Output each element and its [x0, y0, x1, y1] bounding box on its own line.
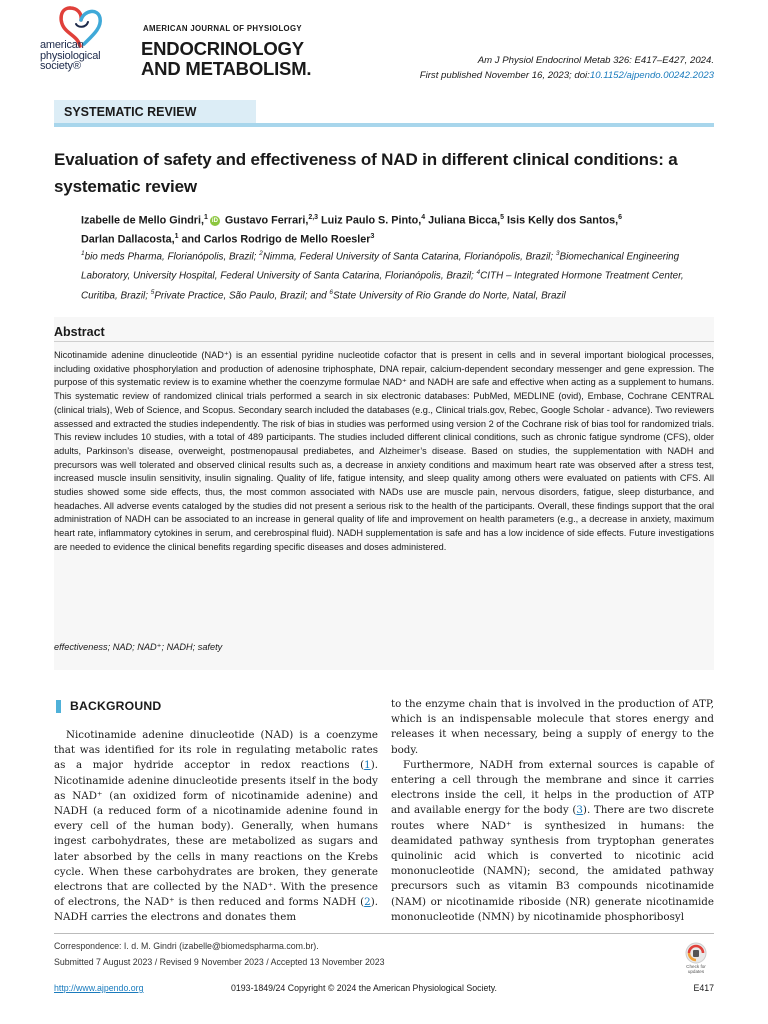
- journal-title: [141, 39, 311, 79]
- author-affiliation-marker: 1: [204, 214, 208, 221]
- doi-link[interactable]: 10.1152/ajpendo.00242.2023: [589, 70, 714, 81]
- body-text: ). There are two discrete routes where NAD⁺ is synthesized in humans: the deamidated pathway synthesis from tryptophan generates quinolinic acid which is converted to nicotinic acid mononucleotide (NAMN); second, the amidated pathway precursors such as vitamin B3 compounds nicotinamide (NAM) or nicotinamide riboside (NR) generate nicotinamide mononucleotide (NMN) by nicotinamide phosphoribosyl: [391, 804, 714, 923]
- orcid-icon[interactable]: iD: [211, 217, 218, 224]
- affiliation-text: Biomechanical Engineering Laboratory, University Hospital, Federal University of Santa Catarina, Florianópolis, Brazil;: [81, 251, 680, 282]
- author-affiliation-marker: 1: [174, 232, 179, 240]
- citation-link[interactable]: 3: [576, 804, 583, 817]
- correspondence: Correspondence: I. d. M. Gindri (izabelle@biomedspharma.com.br).: [54, 941, 319, 951]
- society-name-line: american: [40, 39, 84, 51]
- citation-line: Am J Physiol Endocrinol Metab 326: E417–E427, 2024.: [477, 55, 714, 66]
- citation-doi-line: First published November 16, 2023; doi:10.1152/ajpendo.00242.2023: [419, 70, 714, 81]
- affiliation-number: 4: [476, 269, 481, 277]
- author-line: [81, 229, 711, 248]
- abstract-rule: [54, 341, 714, 342]
- journal-series-name: AMERICAN JOURNAL OF PHYSIOLOGY: [143, 24, 302, 33]
- body-text: Furthermore, NADH from external sources is capable of entering a cell through the membrane and since it carries electrons inside the cell, it helps in the production of ATP and available energy for the body (: [391, 758, 714, 817]
- author-list: [81, 210, 711, 247]
- affiliation-text: State University of Rio Grande do Norte, Natal, Brazil: [333, 289, 566, 301]
- footer-rule: [54, 933, 714, 934]
- author-name: Izabelle de Mello Gindri,: [81, 214, 204, 227]
- author-line: [81, 210, 711, 229]
- check-for-updates-icon[interactable]: [679, 942, 713, 980]
- abstract-heading: Abstract: [54, 325, 105, 339]
- copyright: 0193-1849/24 Copyright © 2024 the American Physiological Society.: [231, 983, 497, 993]
- abstract-text: Nicotinamide adenine dinucleotide (NAD⁺) is an essential pyridine nucleotide cofactor that is present in cells and in several important biological processes, including oxidative phosphorylation and production of adenosine triphosphate, DNA repair, calcium-dependent secondary messenger and gene expression. The purpose of this systematic review is to examine whether the coenzyme formulae NAD⁺ and NADH are safe and effective when acting as a supplement to humans. This systematic review of randomized clinical trials performed a search in six electronic databases: PubMed, MEDLINE (ovid), Embase, Cochrane CENTRAL (clinical trials), Web of Science, and Scopus. Secondary search included the databases (e.g., Clinical trials.gov, Rebec, Google Scholar - advance). Two reviewers assessed and extracted the studies independently. The risk of bias in studies was performed using version 2 of the Cochrane risk of bias tool for randomized trials. This review includes 10 studies, with a total of 489 participants. The studies included different clinical conditions, such as chronic fatigue syndrome (CFS), older adults, Parkinson’s disease, overweight, postmenopausal prediabetes, and Alzheimer’s disease. Based on studies, the supplementation with NADH and precursors was well tolerated and observed clinical results such as, a decrease in anxiety conditions and maximum heart rate was observed after a stress test, increased muscle insulin sensitivity, insulin signaling. Quality of life, fatigue intensity, and sleep quality among others were evaluated on patients with CFS. All studies showed some side effects, thus, the most common associated with NADs use are muscle pain, nervous disorders, fatigue, sleep disturbance, and headaches. All adverse events cataloged by the studies did not present a serious risk to the health of the participants. Overall, these findings support that the oral administration of NADH can be associated to an increase in general quality of life and improvement on health parameters (e.g., a decrease in anxiety, maximum heart rate, inflammatory cytokines in serum, and cerebrospinal fluid). NADH supplementation is safe and has a low incidence of side effects. Future investigations are needed to evidence the clinical benefits regarding specific diseases and doses administered.: [54, 350, 714, 552]
- body-paragraph: to the enzyme chain that is involved in the production of ATP, which is an indispensable molecule that stores energy and releases it when necessary, being a supply of energy to the body.: [391, 698, 714, 756]
- author-name: Gustavo Ferrari,: [221, 214, 309, 227]
- keywords: effectiveness; NAD; NAD⁺; NADH; safety: [54, 642, 223, 652]
- society-name-line: physiological: [40, 49, 101, 62]
- society-name-line: society®: [40, 60, 81, 72]
- affiliation-number: 3: [555, 250, 560, 257]
- author-name: Luiz Paulo S. Pinto,: [318, 214, 422, 227]
- section-label: SYSTEMATIC REVIEW: [64, 105, 197, 119]
- article-title: Evaluation of safety and effectiveness of NAD in different clinical conditions: a systematic review: [54, 150, 678, 196]
- background-heading: BACKGROUND: [70, 699, 162, 713]
- citation-link[interactable]: 2: [364, 896, 371, 909]
- author-affiliation-marker: 3: [370, 232, 375, 240]
- journal-title-line: ENDOCRINOLOGY: [141, 38, 304, 59]
- background-left-column: [54, 728, 378, 926]
- author-name: Isis Kelly dos Santos,: [504, 214, 619, 227]
- affiliation-number: 5: [150, 288, 155, 296]
- author-name: and Carlos Rodrigo de Mello Roesler: [178, 233, 371, 246]
- affiliations: [81, 246, 711, 304]
- body-paragraph: [391, 758, 714, 925]
- affiliation-text: Nimma, Federal University of Santa Catarina, Florianópolis, Brazil;: [262, 251, 556, 263]
- author-name: Juliana Bicca,: [425, 214, 501, 227]
- author-affiliation-marker: 5: [500, 214, 505, 221]
- author-affiliation-marker: 2,3: [308, 214, 319, 221]
- citation-link[interactable]: 1: [364, 759, 371, 772]
- body-text: ). NADH carries the electrons and donates them: [54, 896, 378, 924]
- citation-block: [420, 53, 714, 83]
- heading-accent-bar: [56, 700, 61, 713]
- affiliation-text: Private Practice, São Paulo, Brazil; and: [154, 289, 330, 301]
- author-affiliation-marker: 4: [421, 214, 426, 221]
- submission-dates: Submitted 7 August 2023 / Revised 9 November 2023 / Accepted 13 November 2023: [54, 957, 385, 967]
- affiliation-text: bio meds Pharma, Florianópolis, Brazil;: [84, 251, 260, 263]
- journal-title-line: AND METABOLISM.: [141, 58, 312, 79]
- check-for-updates-label: Check for updates: [686, 964, 706, 974]
- journal-url-link[interactable]: http://www.ajpendo.org: [54, 983, 144, 993]
- page-number: E417: [693, 983, 714, 993]
- affiliation-number: 2: [259, 250, 263, 257]
- society-name: [40, 40, 100, 72]
- body-text: ). Nicotinamide adenine dinucleotide presents itself in the body as NAD⁺ (an oxidized form of nicotinamide adenine) and NADH (a reduced form of a nicotinamide adenine found in every cell of the human body). Generally, when humans ingest carbohydrates, these are metabolized as sugars and later absorbed by the cells in many reactions on the Krebs cycle. When these carbohydrates are broken, they generate electrons that are collected by the NAD⁺. With the presence of electrons, the NAD⁺ is then reduced and forms NADH (: [54, 759, 378, 909]
- banner-rule: [54, 123, 714, 127]
- author-name: Darlan Dallacosta,: [81, 233, 175, 246]
- affiliation-text: CITH – Integrated Hormone Treatment Center, Curitiba, Brazil;: [81, 270, 684, 301]
- affiliation-number: 1: [81, 250, 85, 257]
- author-affiliation-marker: 6: [618, 214, 622, 221]
- background-right-column: [391, 697, 714, 925]
- affiliation-number: 6: [329, 288, 334, 296]
- body-text: Nicotinamide adenine dinucleotide (NAD) is a coenzyme that was identified for its role in regulating metabolic rates as a major hydride acceptor in redox reactions (: [54, 729, 378, 772]
